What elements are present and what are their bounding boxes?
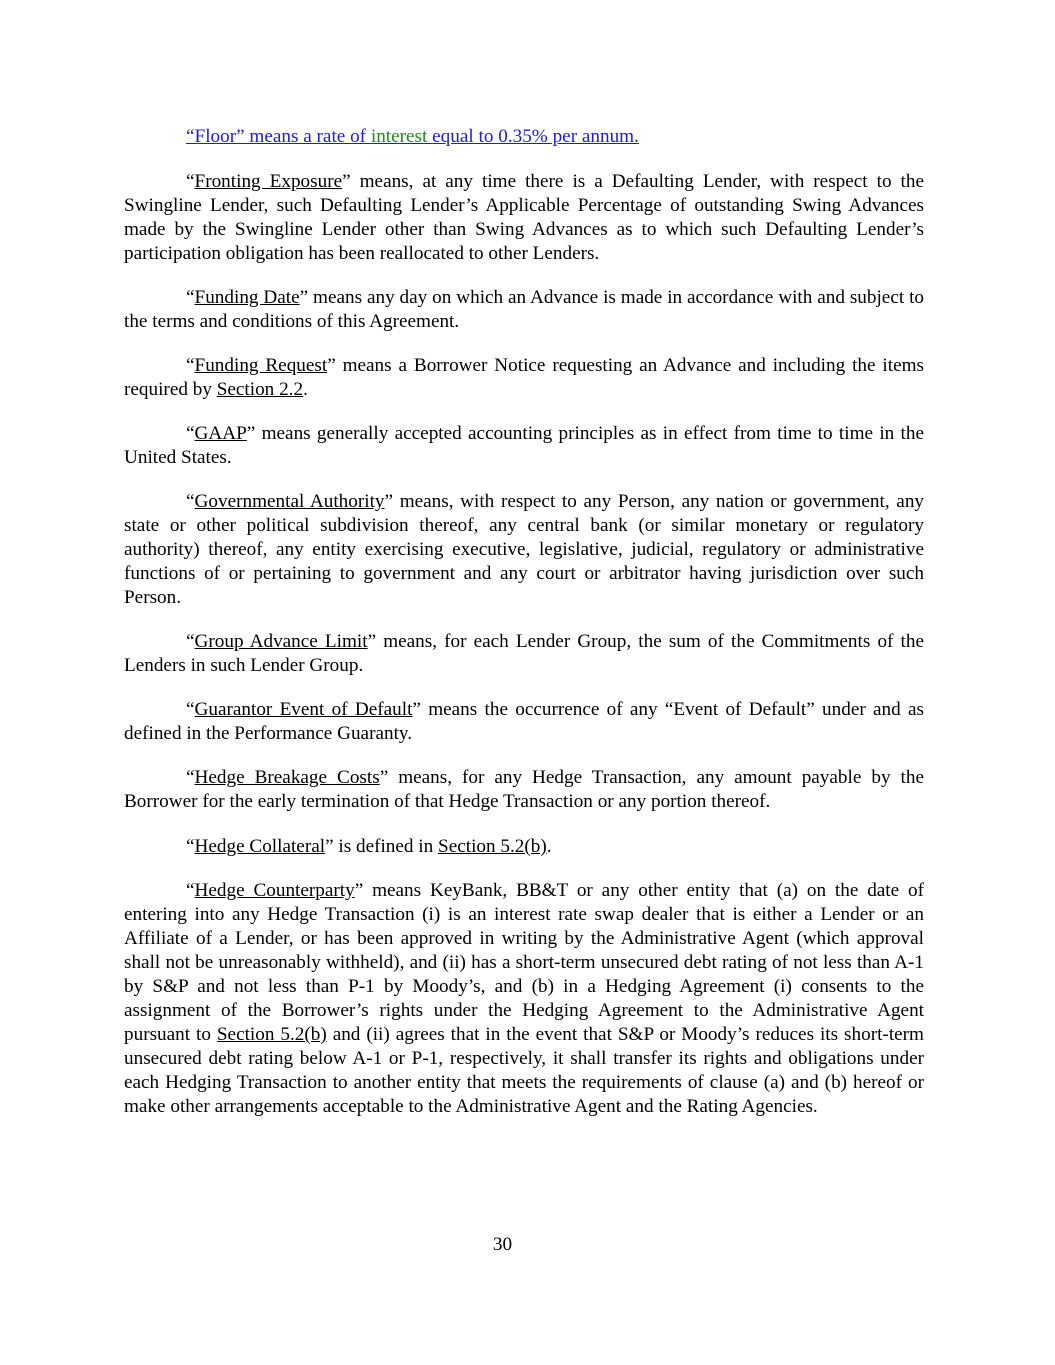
definition-text: and (ii) agrees that in the event that S&P or Moody’s reduces its short-term unsecured debt rating below A-1 or P-1, respectively, it shall transfer its rights and obligations under each Hedging Transaction to another entity that meets the requirements of clause (a) and (b) hereof or make other arrangements acceptable to the Administrative Agent and the Rating Agencies. [124, 1024, 924, 1117]
defined-term: Funding Request [194, 355, 328, 376]
open-quote: “ [186, 836, 195, 857]
defined-term: Hedge Counterparty [194, 880, 355, 901]
definition-text: ” is defined in [325, 836, 439, 857]
defined-term: Fronting Exposure [194, 171, 343, 192]
defined-term: Group Advance Limit [194, 631, 368, 652]
open-quote: “ [186, 631, 195, 652]
defined-term: Guarantor Event of Default [194, 699, 413, 720]
open-quote: “ [186, 699, 195, 720]
defined-term: Funding Date [194, 287, 300, 308]
definition-hedge-collateral [124, 835, 924, 859]
definition-group-advance-limit [124, 630, 924, 678]
open-quote: “ [186, 171, 195, 192]
definition-funding-date [124, 286, 924, 334]
definition-funding-request [124, 354, 924, 402]
period: . [303, 379, 308, 400]
definition-fronting-exposure [124, 170, 924, 266]
open-quote: “ [186, 355, 195, 376]
definition-guarantor-event-of-default [124, 698, 924, 746]
floor-text-part3: equal to 0.35% per annum. [432, 126, 639, 147]
definition-text: for each Lender Group, the sum of the Commitments of the Lenders in such Lender Group. [124, 631, 924, 676]
definition-text: ” means a Borrower Notice requesting an Advance and including the items required by [124, 355, 924, 400]
open-quote: “ [186, 880, 195, 901]
defined-term: Hedge Collateral [194, 836, 326, 857]
definition-text: ” means, at any time there is a Defaulting Lender, with respect to the Swingline Lender, such Defaulting Lender’s Applicable Percentage of outstanding Swing Advances made by the Swingline Lender other than Swing Advances as to which such Defaulting Lender’s participation obligation has been reallocated to other Lenders. [124, 171, 924, 264]
section-reference: Section 5.2(b) [216, 1024, 327, 1045]
defined-term: Governmental Authority [194, 491, 385, 512]
definition-governmental-authority [124, 490, 924, 610]
defined-term: GAAP [194, 423, 247, 444]
floor-text-part1: “Floor” means a rate of [186, 126, 371, 147]
definition-text: ” means [367, 631, 433, 652]
open-quote: “ [186, 767, 195, 788]
section-reference: Section 2.2 [216, 379, 304, 400]
floor-text-part2: interest [370, 126, 433, 147]
definition-text: ” means, with respect to any Person, any nation or government, any state or other political subdivision thereof, any central bank (or similar monetary or regulatory authority) thereof, any entity exercising executive, legislative, judicial, regulatory or administrative functions of or pertaining to government and any court or arbitrator having jurisdiction over such Person. [124, 491, 925, 608]
definition-text: ” means generally accepted accounting principles as in effect from time to time in the United States. [124, 423, 924, 468]
definition-text: ” means, for any Hedge Transaction, any amount payable by the Borrower for the early termination of that Hedge Transaction or any portion thereof. [124, 767, 924, 812]
page-number: 30 [492, 1234, 513, 1255]
definition-hedge-counterparty [124, 879, 924, 1119]
definition-hedge-breakage-costs [124, 766, 924, 814]
definition-text: ” means the occurrence of any “Event of Default” under and as defined in the Performance Guaranty. [124, 699, 924, 744]
underlined-comma: , [432, 631, 438, 652]
period: . [546, 836, 552, 857]
open-quote: “ [186, 423, 195, 444]
open-quote: “ [186, 491, 195, 512]
open-quote: “ [186, 287, 195, 308]
section-reference: Section 5.2(b) [438, 836, 547, 857]
definition-text: ” means any day on which an Advance is made in accordance with and subject to the terms and conditions of this Agreement. [124, 287, 924, 332]
definition-text: ” means KeyBank, BB&T or any other entity that (a) on the date of entering into any Hedge Transaction (i) is an interest rate swap dealer that is either a Lender or an Affiliate of a Lender, or has been approved in writing by the Administrative Agent (which approval shall not be unreasonably withheld), and (ii) has a short-term unsecured debt rating of not less than A-1 by S&P and not less than P-1 by Moody’s, and (b) in a Hedging Agreement (i) consents to the assignment of the Borrower’s rights under the Hedging Agreement to the Administrative Agent pursuant to [124, 880, 924, 1045]
definition-floor [124, 125, 924, 149]
defined-term: Hedge Breakage Costs [194, 767, 380, 788]
definition-gaap [124, 422, 924, 470]
